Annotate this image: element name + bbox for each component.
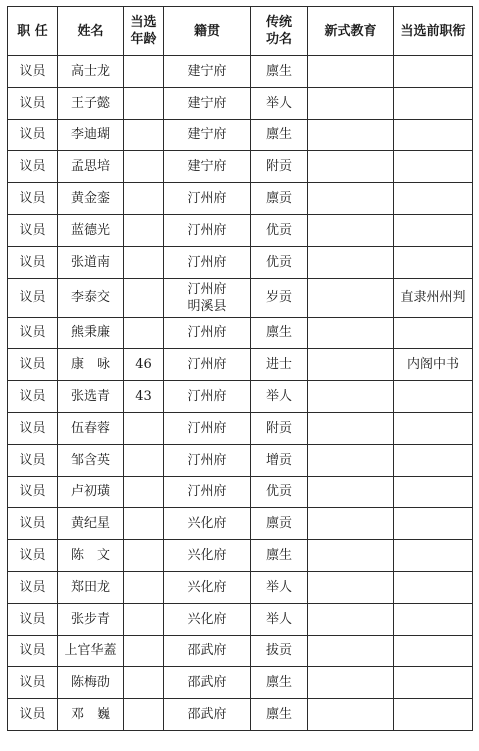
- cell-native-place: [164, 635, 251, 667]
- cell-prior-title: [394, 667, 473, 699]
- cell-prior-title: [394, 571, 473, 603]
- cell-text: 议员: [19, 579, 46, 595]
- cell-traditional-degree: [251, 317, 308, 349]
- table-row: [8, 278, 473, 317]
- cell-prior-title: [394, 214, 473, 246]
- cell-prior-title: [394, 56, 473, 88]
- cell-traditional-degree: [251, 214, 308, 246]
- cell-text: 议员: [19, 159, 46, 175]
- cell-position: [8, 381, 58, 413]
- cell-text: 议员: [19, 643, 46, 659]
- cell-prior-title: [394, 635, 473, 667]
- cell-text: 廪贡: [265, 516, 292, 532]
- cell-text: 伍春蓉: [70, 420, 110, 436]
- cell-prior-title: [394, 183, 473, 215]
- cell-text: 卢初璜: [70, 484, 110, 500]
- cell-prior-title: [394, 412, 473, 444]
- cell-text: 议员: [19, 127, 46, 143]
- cell-position: [8, 508, 58, 540]
- cell-text: 议员: [19, 420, 46, 436]
- cell-text: 廪贡: [265, 191, 292, 207]
- cell-modern-education: [308, 508, 394, 540]
- cell-text: 增贡: [265, 452, 292, 468]
- cell-text: 李迪瑚: [70, 127, 110, 143]
- header-position: 职 任: [8, 7, 58, 56]
- cell-age: [124, 119, 164, 151]
- cell-age: [124, 667, 164, 699]
- cell-text: 汀州府: [187, 420, 227, 436]
- cell-text: 议员: [19, 357, 46, 373]
- cell-text: 议员: [19, 290, 46, 306]
- cell-text: 议员: [19, 548, 46, 564]
- cell-position: [8, 540, 58, 572]
- cell-position: [8, 412, 58, 444]
- cell-text: 邵武府: [187, 675, 227, 691]
- table-row: [8, 381, 473, 413]
- cell-native-place: [164, 508, 251, 540]
- cell-age: [124, 278, 164, 317]
- cell-text: 邵武府: [187, 643, 227, 659]
- cell-text: 汀州府: [187, 484, 227, 500]
- cell-text: 议员: [19, 254, 46, 270]
- cell-text: 汀州府: [187, 389, 227, 405]
- cell-native-place: [164, 412, 251, 444]
- cell-name: [58, 151, 124, 183]
- cell-text: 建宁府: [187, 159, 227, 175]
- cell-text: 议员: [19, 325, 46, 341]
- table-row: [8, 444, 473, 476]
- cell-age: [124, 183, 164, 215]
- cell-name: [58, 635, 124, 667]
- cell-text: 举人: [265, 95, 292, 111]
- cell-text: 议员: [19, 63, 46, 79]
- table-row: [8, 214, 473, 246]
- cell-position: [8, 317, 58, 349]
- cell-text: 高士龙: [70, 63, 110, 79]
- table-row: [8, 476, 473, 508]
- cell-age: [124, 571, 164, 603]
- cell-text: 建宁府: [187, 127, 227, 143]
- header-modern-education: 新式教育: [308, 7, 394, 56]
- cell-age: [124, 635, 164, 667]
- cell-age: [124, 381, 164, 413]
- table-row: [8, 571, 473, 603]
- cell-traditional-degree: [251, 151, 308, 183]
- cell-position: [8, 183, 58, 215]
- cell-traditional-degree: [251, 246, 308, 278]
- cell-native-place: [164, 56, 251, 88]
- cell-text: 郑田龙: [70, 579, 110, 595]
- cell-position: [8, 349, 58, 381]
- cell-prior-title: [394, 151, 473, 183]
- cell-traditional-degree: [251, 412, 308, 444]
- cell-text: 熊秉廉: [70, 325, 110, 341]
- cell-text: 廪生: [265, 707, 292, 723]
- cell-text: 议员: [19, 675, 46, 691]
- cell-text: 内阁中书: [406, 357, 459, 373]
- cell-text: 廪生: [265, 127, 292, 143]
- cell-age: [124, 87, 164, 119]
- table-row: [8, 246, 473, 278]
- cell-traditional-degree: [251, 571, 308, 603]
- cell-text: 兴化府: [187, 516, 227, 532]
- cell-text: 廪生: [265, 63, 292, 79]
- cell-text: 议员: [19, 484, 46, 500]
- cell-text: 汀州府: [187, 222, 227, 238]
- cell-position: [8, 56, 58, 88]
- cell-text: 陈 文: [70, 548, 110, 564]
- cell-position: [8, 476, 58, 508]
- cell-traditional-degree: [251, 381, 308, 413]
- cell-traditional-degree: [251, 667, 308, 699]
- cell-prior-title: [394, 119, 473, 151]
- header-traditional-degree: 传统 功名: [251, 7, 308, 56]
- cell-position: [8, 214, 58, 246]
- cell-prior-title: [394, 540, 473, 572]
- cell-text: 陈梅劭: [70, 675, 110, 691]
- cell-text: 廪生: [265, 675, 292, 691]
- cell-text: 邓 巍: [70, 707, 110, 723]
- cell-age: [124, 508, 164, 540]
- cell-traditional-degree: [251, 603, 308, 635]
- cell-native-place: [164, 603, 251, 635]
- table-row: [8, 317, 473, 349]
- cell-age: [124, 349, 164, 381]
- cell-text: 议员: [19, 222, 46, 238]
- cell-text: 岁贡: [265, 290, 292, 306]
- header-age: 当选 年龄: [124, 7, 164, 56]
- header-row: [8, 7, 473, 56]
- cell-traditional-degree: [251, 476, 308, 508]
- cell-text: 汀州府: [187, 357, 227, 373]
- cell-position: [8, 246, 58, 278]
- cell-age: [124, 56, 164, 88]
- cell-text: 建宁府: [187, 63, 227, 79]
- cell-modern-education: [308, 444, 394, 476]
- cell-text: 汀州府: [187, 452, 227, 468]
- cell-text: 上官华蓋: [64, 643, 117, 659]
- cell-text: 举人: [265, 579, 292, 595]
- cell-name: [58, 667, 124, 699]
- cell-name: [58, 214, 124, 246]
- cell-text: 兴化府: [187, 548, 227, 564]
- cell-text: 建宁府: [187, 95, 227, 111]
- cell-modern-education: [308, 667, 394, 699]
- table-row: [8, 183, 473, 215]
- cell-text: 议员: [19, 611, 46, 627]
- cell-text: 附贡: [265, 159, 292, 175]
- cell-age: [124, 699, 164, 731]
- member-table: [7, 6, 473, 731]
- cell-text: 举人: [265, 389, 292, 405]
- cell-native-place: [164, 349, 251, 381]
- cell-text: 优贡: [265, 484, 292, 500]
- cell-traditional-degree: [251, 56, 308, 88]
- cell-modern-education: [308, 151, 394, 183]
- cell-prior-title: [394, 246, 473, 278]
- cell-name: [58, 571, 124, 603]
- cell-modern-education: [308, 412, 394, 444]
- cell-text: 兴化府: [187, 579, 227, 595]
- cell-traditional-degree: [251, 183, 308, 215]
- header-prior-title: 当选前职衔: [394, 7, 473, 56]
- table-row: [8, 151, 473, 183]
- cell-native-place: [164, 540, 251, 572]
- cell-text: 汀州府 明溪县: [187, 281, 227, 314]
- cell-name: [58, 87, 124, 119]
- cell-name: [58, 278, 124, 317]
- cell-native-place: [164, 381, 251, 413]
- cell-text: 李泰交: [70, 290, 110, 306]
- cell-text: 优贡: [265, 254, 292, 270]
- cell-position: [8, 635, 58, 667]
- cell-prior-title: [394, 87, 473, 119]
- cell-text: 议员: [19, 452, 46, 468]
- cell-traditional-degree: [251, 278, 308, 317]
- cell-modern-education: [308, 540, 394, 572]
- table-row: [8, 508, 473, 540]
- cell-text: 议员: [19, 191, 46, 207]
- cell-modern-education: [308, 246, 394, 278]
- cell-text: 康 咏: [70, 357, 110, 373]
- cell-text: 议员: [19, 95, 46, 111]
- cell-traditional-degree: [251, 444, 308, 476]
- cell-age: [124, 412, 164, 444]
- cell-prior-title: [394, 603, 473, 635]
- cell-position: [8, 603, 58, 635]
- cell-age: [124, 317, 164, 349]
- table-row: [8, 349, 473, 381]
- cell-text: 黄纪星: [70, 516, 110, 532]
- cell-text: 王子懿: [70, 95, 110, 111]
- cell-prior-title: [394, 278, 473, 317]
- cell-text: 廪生: [265, 548, 292, 564]
- cell-text: 汀州府: [187, 325, 227, 341]
- cell-name: [58, 381, 124, 413]
- cell-native-place: [164, 476, 251, 508]
- table-row: [8, 56, 473, 88]
- cell-modern-education: [308, 699, 394, 731]
- cell-name: [58, 476, 124, 508]
- cell-native-place: [164, 444, 251, 476]
- cell-modern-education: [308, 56, 394, 88]
- cell-native-place: [164, 667, 251, 699]
- cell-modern-education: [308, 87, 394, 119]
- cell-name: [58, 412, 124, 444]
- cell-modern-education: [308, 571, 394, 603]
- cell-text: 汀州府: [187, 191, 227, 207]
- cell-modern-education: [308, 183, 394, 215]
- cell-text: 议员: [19, 516, 46, 532]
- table-row: [8, 699, 473, 731]
- cell-position: [8, 571, 58, 603]
- cell-age: [124, 214, 164, 246]
- cell-position: [8, 87, 58, 119]
- cell-modern-education: [308, 349, 394, 381]
- cell-position: [8, 699, 58, 731]
- cell-traditional-degree: [251, 540, 308, 572]
- cell-text: 直隶州州判: [400, 290, 466, 306]
- table-row: [8, 603, 473, 635]
- cell-native-place: [164, 246, 251, 278]
- cell-native-place: [164, 699, 251, 731]
- cell-prior-title: [394, 381, 473, 413]
- table-row: [8, 635, 473, 667]
- cell-name: [58, 699, 124, 731]
- cell-age: [124, 151, 164, 183]
- cell-text: 优贡: [265, 222, 292, 238]
- cell-text: 邵武府: [187, 707, 227, 723]
- cell-text: 兴化府: [187, 611, 227, 627]
- cell-text: 46: [135, 357, 152, 373]
- cell-text: 附贡: [265, 420, 292, 436]
- cell-traditional-degree: [251, 87, 308, 119]
- cell-name: [58, 508, 124, 540]
- table-row: [8, 87, 473, 119]
- table-row: [8, 667, 473, 699]
- cell-native-place: [164, 183, 251, 215]
- cell-native-place: [164, 571, 251, 603]
- cell-name: [58, 444, 124, 476]
- cell-position: [8, 278, 58, 317]
- cell-native-place: [164, 119, 251, 151]
- cell-text: 廪生: [265, 325, 292, 341]
- cell-traditional-degree: [251, 119, 308, 151]
- cell-native-place: [164, 87, 251, 119]
- table-row: [8, 412, 473, 444]
- cell-native-place: [164, 278, 251, 317]
- cell-native-place: [164, 317, 251, 349]
- cell-age: [124, 603, 164, 635]
- cell-text: 黄金銮: [70, 191, 110, 207]
- cell-prior-title: [394, 317, 473, 349]
- cell-modern-education: [308, 119, 394, 151]
- cell-name: [58, 603, 124, 635]
- cell-traditional-degree: [251, 508, 308, 540]
- cell-text: 张步青: [70, 611, 110, 627]
- cell-prior-title: [394, 349, 473, 381]
- cell-native-place: [164, 151, 251, 183]
- cell-prior-title: [394, 699, 473, 731]
- cell-name: [58, 56, 124, 88]
- cell-text: 议员: [19, 707, 46, 723]
- cell-age: [124, 476, 164, 508]
- cell-name: [58, 246, 124, 278]
- cell-text: 举人: [265, 611, 292, 627]
- cell-modern-education: [308, 476, 394, 508]
- cell-name: [58, 349, 124, 381]
- cell-modern-education: [308, 214, 394, 246]
- header-name: 姓名: [58, 7, 124, 56]
- cell-traditional-degree: [251, 349, 308, 381]
- cell-prior-title: [394, 476, 473, 508]
- cell-age: [124, 540, 164, 572]
- header-native-place: 籍贯: [164, 7, 251, 56]
- cell-age: [124, 246, 164, 278]
- cell-modern-education: [308, 381, 394, 413]
- cell-text: 拔贡: [265, 643, 292, 659]
- cell-text: 张选青: [70, 389, 110, 405]
- cell-modern-education: [308, 635, 394, 667]
- cell-prior-title: [394, 444, 473, 476]
- table-row: [8, 540, 473, 572]
- cell-name: [58, 317, 124, 349]
- cell-prior-title: [394, 508, 473, 540]
- cell-modern-education: [308, 603, 394, 635]
- cell-name: [58, 119, 124, 151]
- cell-text: 进士: [265, 357, 292, 373]
- cell-native-place: [164, 214, 251, 246]
- cell-position: [8, 151, 58, 183]
- cell-position: [8, 119, 58, 151]
- cell-text: 张道南: [70, 254, 110, 270]
- cell-position: [8, 667, 58, 699]
- cell-traditional-degree: [251, 635, 308, 667]
- cell-text: 43: [135, 389, 152, 405]
- cell-traditional-degree: [251, 699, 308, 731]
- cell-name: [58, 540, 124, 572]
- cell-text: 议员: [19, 389, 46, 405]
- cell-text: 汀州府: [187, 254, 227, 270]
- table-row: [8, 119, 473, 151]
- cell-position: [8, 444, 58, 476]
- cell-name: [58, 183, 124, 215]
- cell-modern-education: [308, 278, 394, 317]
- cell-age: [124, 444, 164, 476]
- cell-text: 孟思培: [70, 159, 110, 175]
- cell-text: 邹含英: [70, 452, 110, 468]
- cell-text: 蓝德光: [70, 222, 110, 238]
- cell-modern-education: [308, 317, 394, 349]
